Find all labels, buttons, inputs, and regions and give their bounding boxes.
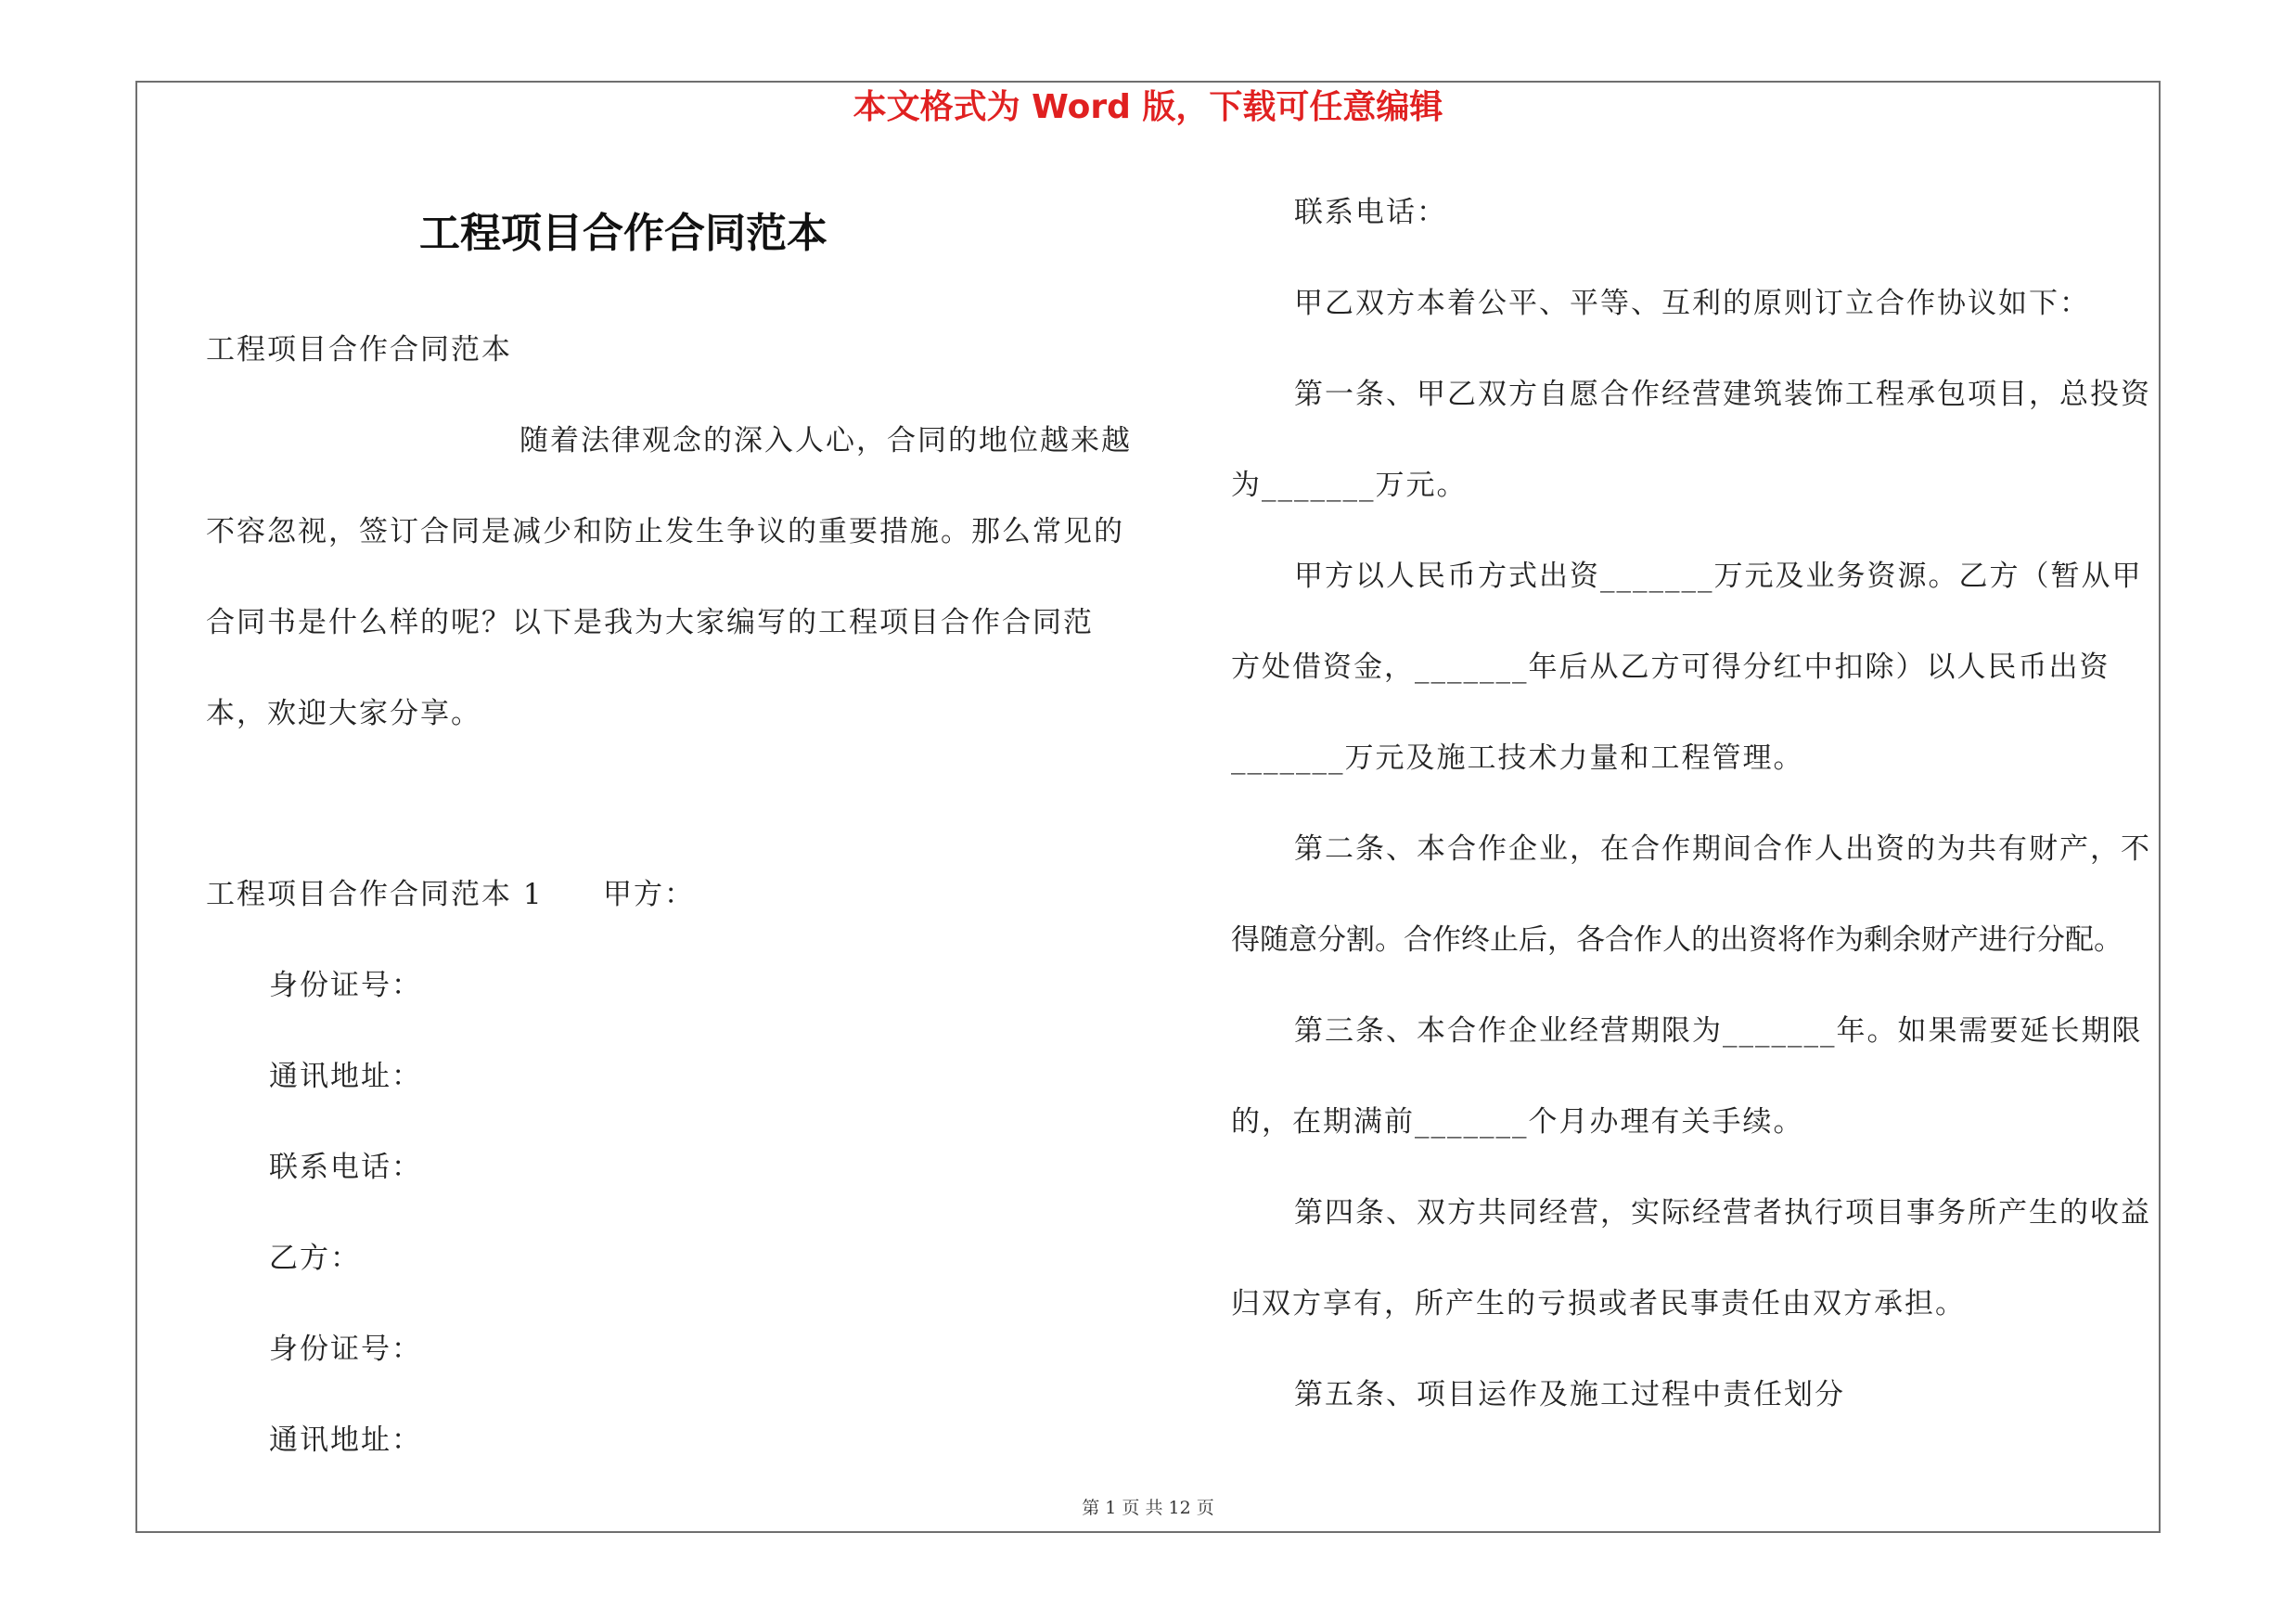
contract-line: 甲乙双方本着公平、平等、互利的原则订立合作协议如下： <box>1294 287 2090 320</box>
field-label: 乙方： <box>269 1242 361 1275</box>
field-label: 身份证号： <box>269 969 422 1002</box>
left-subtitle: 工程项目合作合同范本 <box>206 333 512 367</box>
contract-line: 甲方以人民币方式出资_______万元及业务资源。乙方（暂从甲 <box>1294 560 2143 593</box>
contract-line: 第二条、本合作企业，在合作期间合作人出资的为共有财产，不 <box>1294 832 2151 866</box>
contract-line: 归双方享有，所产生的亏损或者民事责任由双方承担。 <box>1231 1287 1966 1320</box>
field-label: 通讯地址： <box>269 1060 422 1093</box>
section-heading: 工程项目合作合同范本 1 <box>206 878 544 911</box>
intro-line: 本，欢迎大家分享。 <box>206 697 481 730</box>
intro-line: 合同书是什么样的呢？以下是我为大家编写的工程项目合作合同范 <box>206 606 1094 639</box>
field-label: 联系电话： <box>269 1151 422 1184</box>
contract-line: 为_______万元。 <box>1231 469 1468 502</box>
field-label: 通讯地址： <box>269 1423 422 1457</box>
contract-line: 联系电话： <box>1294 196 1447 229</box>
page-number-footer: 第 1 页 共 12 页 <box>1082 1498 1214 1518</box>
party-a-label: 甲方： <box>603 878 695 911</box>
contract-line: 第五条、项目运作及施工过程中责任划分 <box>1294 1378 1845 1411</box>
contract-line: 第四条、双方共同经营，实际经营者执行项目事务所产生的收益 <box>1294 1196 2151 1230</box>
intro-line: 不容忽视，签订合同是减少和防止发生争议的重要措施。那么常见的 <box>206 515 1124 548</box>
contract-line: 第一条、甲乙双方自愿合作经营建筑装饰工程承包项目，总投资 <box>1294 378 2151 411</box>
contract-line: 的，在期满前_______个月办理有关手续。 <box>1231 1105 1804 1139</box>
word-format-banner: 本文格式为 Word 版，下载可任意编辑 <box>853 88 1443 126</box>
intro-line: 随着法律观念的深入人心，合同的地位越来越 <box>519 424 1132 457</box>
contract-line: 第三条、本合作企业经营期限为_______年。如果需要延长期限 <box>1294 1014 2143 1048</box>
field-label: 身份证号： <box>269 1333 422 1366</box>
document-title: 工程项目合作合同范本 <box>419 210 827 257</box>
contract-line: 得随意分割。合作终止后，各合作人的出资将作为剩余财产进行分配。 <box>1231 923 2123 957</box>
contract-line: _______万元及施工技术力量和工程管理。 <box>1231 741 1804 775</box>
contract-line: 方处借资金，_______年后从乙方可得分红中扣除）以人民币出资 <box>1231 650 2110 684</box>
